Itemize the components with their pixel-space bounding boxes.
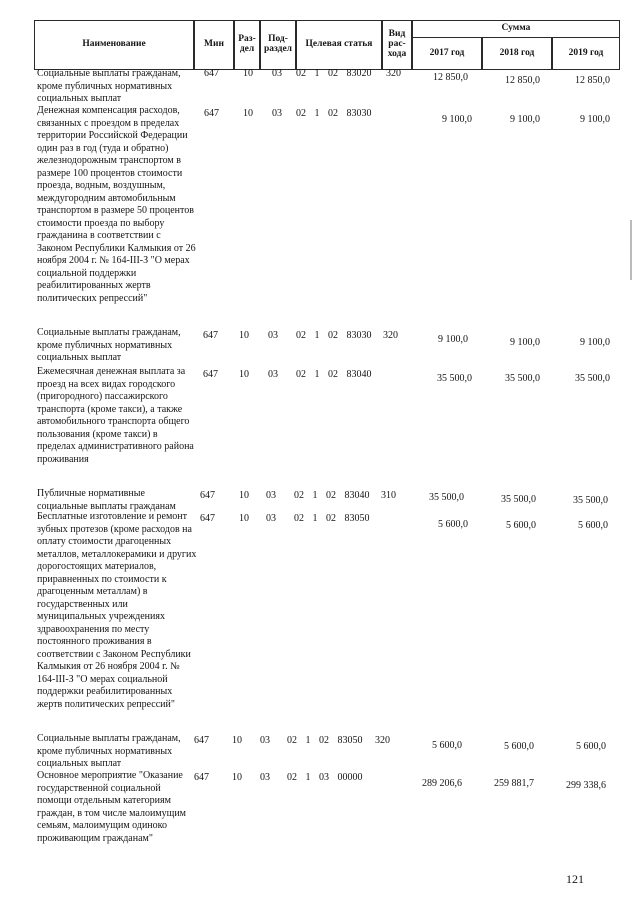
row-3-2019: 35 500,0	[575, 373, 610, 384]
row-6-name: Социальные выплаты гражданам, кроме публичных нормативных социальных выплат	[37, 733, 181, 769]
row-4-vid: 310	[381, 490, 396, 501]
row-0-name: Социальные выплаты гражданам, кроме публичных нормативных социальных выплат	[37, 68, 181, 104]
page-number: 121	[566, 872, 584, 886]
row-7-podrazdel: 03	[260, 772, 270, 783]
row-5-2017: 5 600,0	[438, 519, 468, 530]
row-5-statya: 02 1 02 83050	[294, 513, 370, 524]
row-0-2017: 12 850,0	[433, 72, 468, 83]
row-3-statya: 02 1 02 83040	[296, 369, 372, 380]
row-6-2017: 5 600,0	[432, 740, 462, 751]
header-min-label: Мин	[204, 39, 224, 50]
row-4-statya: 02 1 02 83040	[294, 490, 370, 501]
row-0-2019: 12 850,0	[575, 75, 610, 86]
header-summa-label: Сумма	[501, 23, 531, 34]
header-vid	[382, 20, 412, 70]
row-2-2018: 9 100,0	[510, 337, 540, 348]
row-3-2018: 35 500,0	[505, 373, 540, 384]
row-1-2017: 9 100,0	[442, 114, 472, 125]
row-2-vid: 320	[383, 330, 398, 341]
row-5-razdel: 10	[239, 513, 249, 524]
header-2019	[552, 37, 620, 70]
row-5-2018: 5 600,0	[506, 520, 536, 531]
row-6-min: 647	[194, 735, 209, 746]
header-2018-label: 2018 год	[499, 47, 535, 58]
header-razdel	[234, 20, 260, 70]
header-razdel-label: Раз- дел	[238, 34, 256, 54]
row-6-razdel: 10	[232, 735, 242, 746]
row-0-podrazdel: 03	[272, 68, 282, 79]
row-2-name: Социальные выплаты гражданам, кроме публичных нормативных социальных выплат	[37, 327, 181, 363]
row-7-min: 647	[194, 772, 209, 783]
row-4-2018: 35 500,0	[501, 494, 536, 505]
header-2018	[482, 37, 552, 70]
row-4-razdel: 10	[239, 490, 249, 501]
header-statya	[296, 20, 382, 70]
row-7-razdel: 10	[232, 772, 242, 783]
row-1-2018: 9 100,0	[510, 114, 540, 125]
row-3-podrazdel: 03	[268, 369, 278, 380]
row-0-vid: 320	[386, 68, 401, 79]
row-4-min: 647	[200, 490, 215, 501]
header-statya-label: Целевая статья	[305, 39, 373, 50]
row-4-2017: 35 500,0	[429, 492, 464, 503]
row-4-podrazdel: 03	[266, 490, 276, 501]
row-2-razdel: 10	[239, 330, 249, 341]
header-name	[34, 20, 194, 70]
row-3-razdel: 10	[239, 369, 249, 380]
header-2019-label: 2019 год	[568, 47, 604, 58]
row-1-razdel: 10	[243, 108, 253, 119]
row-6-podrazdel: 03	[260, 735, 270, 746]
row-5-2019: 5 600,0	[578, 520, 608, 531]
row-4-name: Публичные нормативные социальные выплаты гражданам	[37, 488, 176, 512]
row-2-statya: 02 1 02 83030	[296, 330, 372, 341]
row-6-vid: 320	[375, 735, 390, 746]
row-3-2017: 35 500,0	[437, 373, 472, 384]
row-7-2017: 289 206,6	[422, 778, 462, 789]
row-7-name: Основное мероприятие "Оказание государственной социальной помощи отдельным категориям граждан, в том числе малоимущим семьям, малоимущим одиноко проживающим гражданам"	[37, 770, 187, 844]
row-7-2019: 299 338,6	[566, 780, 606, 791]
row-6-2019: 5 600,0	[576, 741, 606, 752]
row-1-2019: 9 100,0	[580, 114, 610, 125]
row-1-min: 647	[204, 108, 219, 119]
row-3-name: Ежемесячная денежная выплата за проезд на всех видах городского (пригородного) пассажирского транспорта (кроме такси), а также автомобильного транспорта общего пользования (кроме такси) в пределах административного района проживания	[37, 366, 194, 465]
header-podrazdel-label: Под- раздел	[263, 34, 293, 54]
row-0-razdel: 10	[243, 68, 253, 79]
row-0-min: 647	[204, 68, 219, 79]
row-2-podrazdel: 03	[268, 330, 278, 341]
header-podrazdel	[260, 20, 296, 70]
row-3-min: 647	[203, 369, 218, 380]
header-2017	[412, 37, 482, 70]
row-1-statya: 02 1 02 83030	[296, 108, 372, 119]
row-2-2019: 9 100,0	[580, 337, 610, 348]
row-1-podrazdel: 03	[272, 108, 282, 119]
scan-edge-mark	[630, 220, 632, 280]
row-6-statya: 02 1 02 83050	[287, 735, 363, 746]
header-name-label: Наименование	[82, 39, 146, 50]
header-min	[194, 20, 234, 70]
header-vid-label: Вид рас- хода	[387, 29, 407, 59]
row-6-2018: 5 600,0	[504, 741, 534, 752]
row-2-min: 647	[203, 330, 218, 341]
row-7-2018: 259 881,7	[494, 778, 534, 789]
row-7-statya: 02 1 03 00000	[287, 772, 363, 783]
row-4-2019: 35 500,0	[573, 495, 608, 506]
row-5-name: Бесплатные изготовление и ремонт зубных протезов (кроме расходов на оплату стоимости драгоценных металлов, металлокерамики и других дорогостоящих материалов, приравненных по стоимости к драгоценным металлам) в государственных или муниципальных учреждениях здравоохранения по месту постоянного проживания в соответствии с Законом Республики Калмыкия от 26 ноября 2004 г. № 164-III-З "О мерах социальной поддержки реабилитированных жертв политических репрессий"	[37, 511, 197, 710]
header-2017-label: 2017 год	[429, 47, 465, 58]
row-5-podrazdel: 03	[266, 513, 276, 524]
row-0-2018: 12 850,0	[505, 75, 540, 86]
row-0-statya: 02 1 02 83020	[296, 68, 372, 79]
row-2-2017: 9 100,0	[438, 334, 468, 345]
header-summa	[412, 20, 620, 38]
row-5-min: 647	[200, 513, 215, 524]
row-1-name: Денежная компенсация расходов, связанных с проездом в пределах территории Российской Федерации один раз в год (туда и обратно) железнодорожным транспортом в размере 100 процентов стоимости проезда, водным, воздушным, междугородним автомобильным транспортом в размере 50 процентов стоимости проезда по выбору гражданина в соответствии с Законом Республики Калмыкия от 26 ноября 2004 г. № 164-III-З "О мерах социальной поддержки реабилитированных жертв политических репрессий"	[37, 105, 196, 304]
